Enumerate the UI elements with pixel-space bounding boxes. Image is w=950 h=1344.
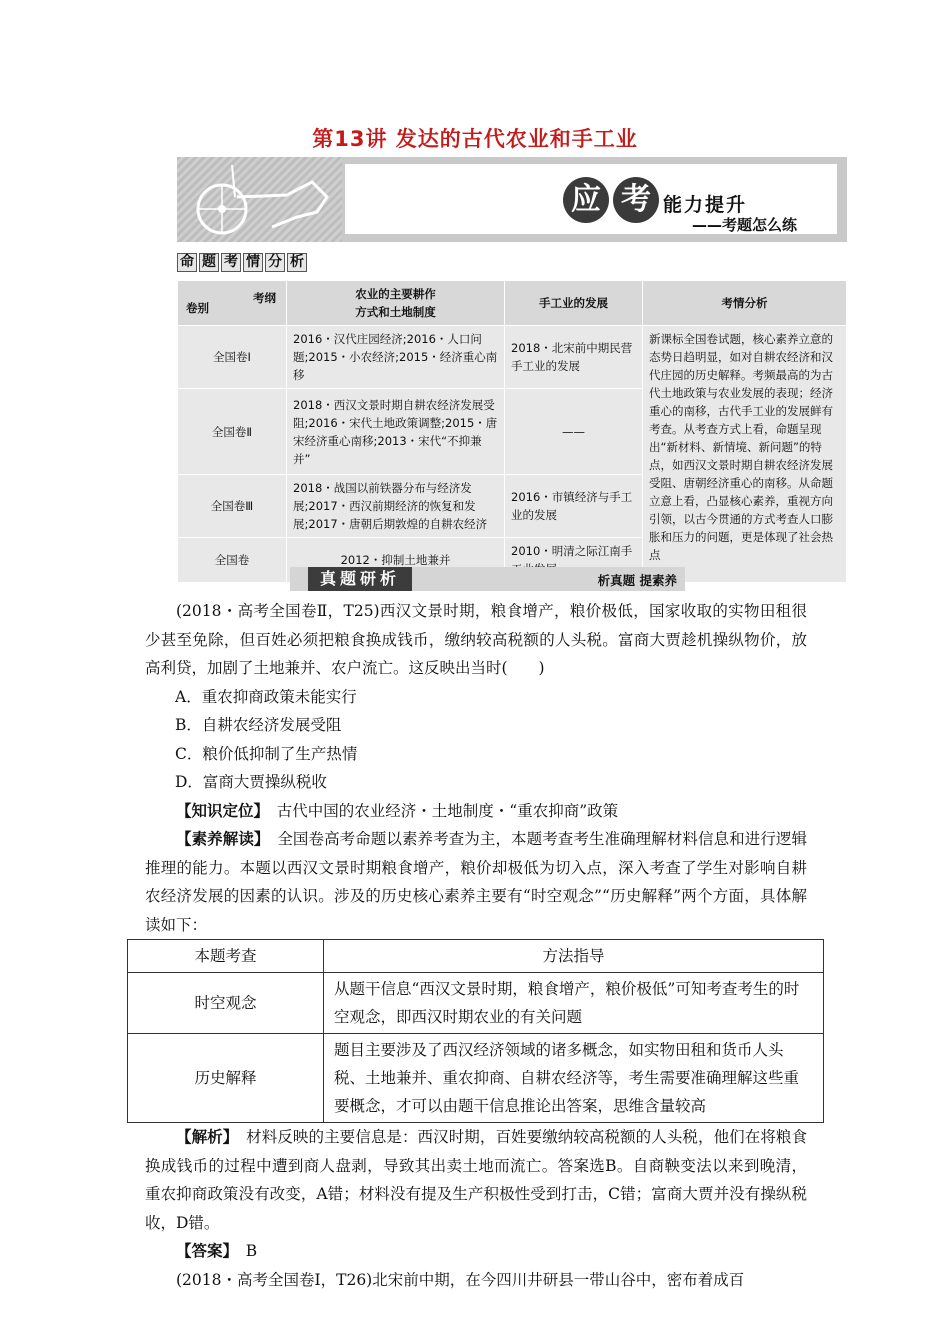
corner-bottom: 卷别 (186, 301, 209, 315)
answer-text: B (245, 1242, 258, 1260)
knowledge-label: 【知识定位】 (176, 800, 262, 820)
question-body (145, 597, 807, 1294)
table-cell-craft: 2016・市镇经济与手工业的发展 (505, 475, 643, 538)
knowledge-paragraph (145, 797, 807, 826)
zhenti-label: 真题研析 (308, 567, 412, 591)
chariot-illustration (177, 157, 342, 242)
banner-panel (345, 164, 837, 234)
table-cell-agri: 2018・战国以前铁器分布与经济发展;2017・西汉前期经济的恢复和发展;2017・唐朝后期敦煌的自耕农经济 (287, 475, 505, 538)
answer-label: 【答案】 (176, 1241, 231, 1260)
knowledge-text: 古代中国的农业经济・土地制度・“重农抑商”政策 (276, 801, 619, 820)
section-label-exam-analysis (177, 253, 309, 272)
zhenti-right: 析真题 提素养 (597, 573, 677, 588)
table-row-paper: 全国卷Ⅰ (178, 326, 287, 389)
label-char: 分 (265, 253, 285, 272)
method-row-key: 时空观念 (128, 973, 324, 1034)
exam-analysis-table (177, 280, 847, 583)
method-header-1: 本题考查 (128, 940, 324, 973)
corner-top: 考纲 (253, 291, 276, 305)
method-table (127, 939, 824, 1123)
label-char: 题 (199, 253, 219, 272)
option-d: D．富商大贾操纵税收 (175, 773, 327, 791)
question-options (145, 683, 807, 797)
answer-paragraph (145, 1237, 807, 1266)
method-row-key: 历史解释 (128, 1034, 324, 1123)
analysis-text: 材料反映的主要信息是：西汉时期，百姓要缴纳较高税额的人头税，他们在将粮食换成钱币的过程中遭到商人盘剥，导致其出卖土地而流亡。答案选B。自商鞅变法以来到晚清，重农抑商政策没有改变，A错；材料没有提及生产积极性受到打击，C错；富商大贾并没有操纵税收，D错。 (145, 1128, 807, 1232)
option-b: B．自耕农经济发展受阻 (175, 716, 342, 734)
label-char: 情 (243, 253, 263, 272)
banner-char-1: 应 (563, 177, 609, 223)
analysis-paragraph (145, 1123, 807, 1237)
literacy-text: 全国卷高考命题以素养考查为主，本题考查考生准确理解材料信息和进行逻辑推理的能力。本题以西汉文景时期粮食增产，粮价却极低为切入点，深入考查了学生对影响自耕农经济发展的因素的认识。涉及的历史核心素养主要有“时空观念”“历史解释”两个方面，具体解读如下： (145, 830, 807, 934)
zhenti-banner (290, 567, 685, 591)
banner-tagline: ——考题怎么练 (691, 216, 797, 234)
method-row-value: 从题干信息“西汉文景时期，粮食增产，粮价极低”可知考查考生的时空观念，即西汉时期农业的有关问题 (324, 973, 824, 1034)
question-2-stem: (2018・高考全国卷Ⅰ，T26)北宋前中期，在今四川井研县一带山谷中，密布着成百 (176, 1270, 745, 1289)
table-cell-analysis: 新课标全国卷试题，核心素养立意的态势日趋明显，如对自耕农经济和汉代庄园的历史解释。考频最高的为古代土地政策与农业发展的表现；经济重心的南移，古代手工业的发展鲜有考查。从考查方式上看，命题呈现出“新材料、新情境、新问题”的特点，如西汉文景时期自耕农经济发展受阻、唐朝经济重心的南移。从命题立意上看，凸显核心素养，重视方向引领，以古今贯通的方式考查人口膨胀和压力的问题，更是体现了社会热点 (643, 326, 847, 583)
page-title: 第13讲 发达的古代农业和手工业 (312, 127, 638, 151)
table-cell-craft: —— (505, 389, 643, 475)
question-stem: (2018・高考全国卷Ⅱ，T25)西汉文景时期，粮食增产，粮价极低，国家收取的实物田租很少甚至免除，但百姓必须把粮食换成钱币，缴纳较高税额的人头税。富商大贾趁机操纵物价，放高利贷，加剧了土地兼并、农户流亡。这反映出当时( ) (145, 602, 807, 677)
col-header-analysis: 考情分析 (643, 281, 847, 326)
table-cell-craft: 2018・北宋前中期民营手工业的发展 (505, 326, 643, 389)
table-row-paper: 全国卷Ⅱ (178, 389, 287, 475)
section-banner (177, 157, 847, 242)
method-row-value: 题目主要涉及了西汉经济领域的诸多概念，如实物田租和货币人头税、土地兼并、重农抑商、自耕农经济等，考生需要准确理解这些重要概念，才可以由题干信息推论出答案，思维含量较高 (324, 1034, 824, 1123)
table-cell-agri: 2012・抑制土地兼并 (287, 538, 505, 583)
option-a: A．重农抑商政策未能实行 (175, 687, 357, 706)
label-char: 析 (287, 253, 307, 272)
label-char: 考 (221, 253, 241, 272)
banner-char-2: 考 (613, 177, 659, 223)
col-header-craft: 手工业的发展 (505, 281, 643, 326)
option-c: C．粮价低抑制了生产热情 (175, 744, 358, 763)
table-cell-agri: 2016・汉代庄园经济;2016・人口问题;2015・小农经济;2015・经济重心南移 (287, 326, 505, 389)
table-row-paper: 全国卷Ⅲ (178, 475, 287, 538)
method-header-2: 方法指导 (324, 940, 824, 973)
table-corner (178, 281, 287, 326)
literacy-paragraph (145, 825, 807, 939)
table-cell-agri: 2018・西汉文景时期自耕农经济发展受阻;2016・宋代土地政策调整;2015・唐宋经济重心南移;2013・宋代“不抑兼并” (287, 389, 505, 475)
analysis-label: 【解析】 (176, 1127, 231, 1146)
literacy-label: 【素养解读】 (176, 829, 262, 848)
label-char: 命 (177, 253, 197, 272)
banner-subtitle: 能力提升 (663, 194, 748, 216)
table-row-paper: 全国卷 (178, 538, 287, 583)
table-cell-craft: 2010・明清之际江南手 (505, 538, 643, 583)
col-header-agri: 农业的主要耕作 方式和土地制度 (287, 281, 505, 326)
